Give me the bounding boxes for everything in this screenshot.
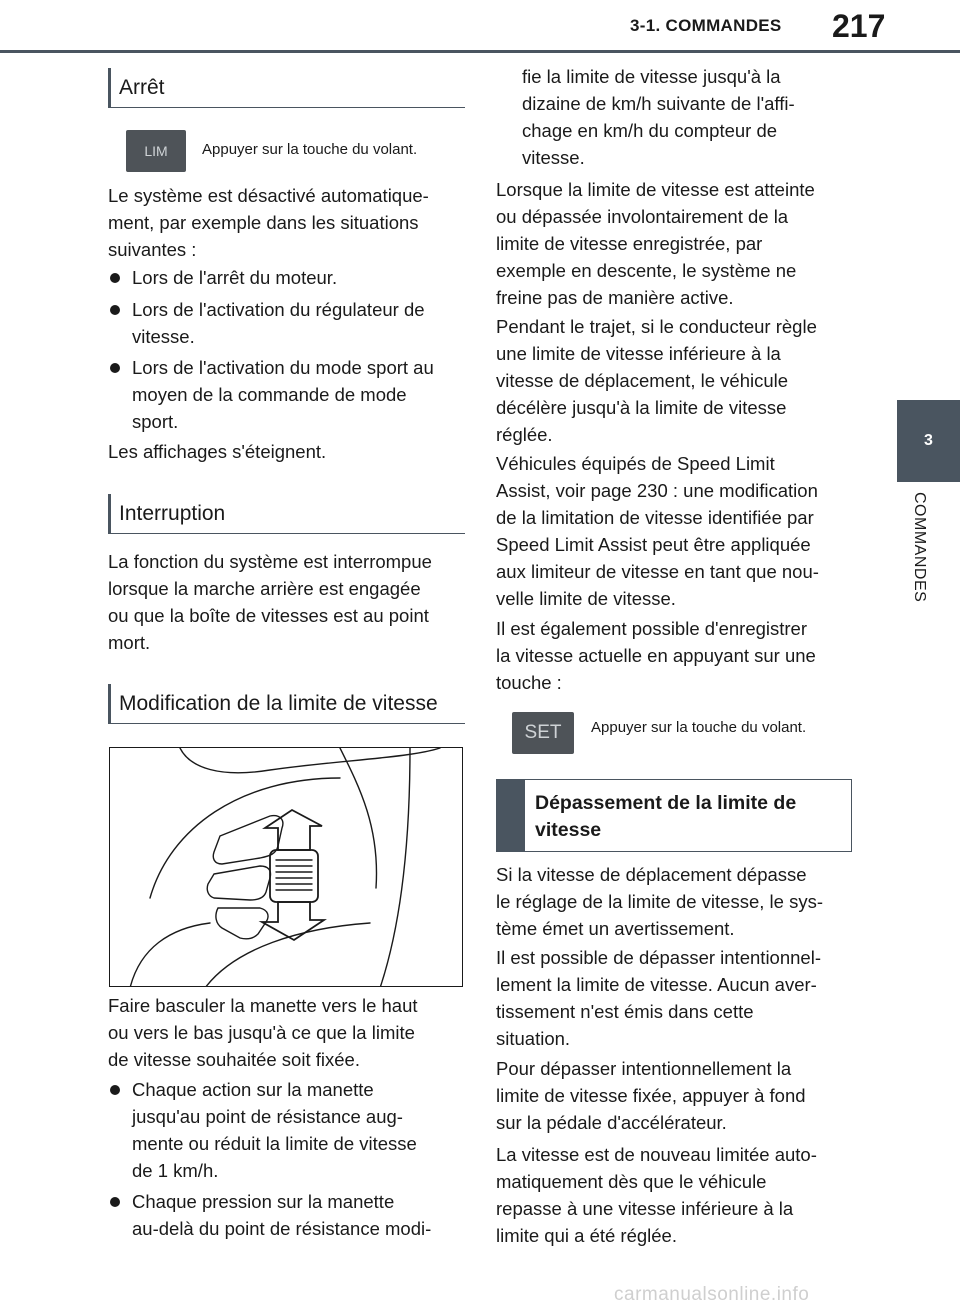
line: vitesse [535,819,602,841]
bullet-dot [110,305,120,315]
line: aux limiteur de vitesse en tant que nou- [496,561,819,582]
modification-text [108,992,418,1073]
line: lement la limite de vitesse. Aucun aver- [496,974,817,995]
lim-key-icon [126,130,186,172]
heading-box-title [535,790,796,844]
set-key-icon [512,712,574,754]
line: Lors de l'arrêt du moteur. [132,267,338,288]
line: Chaque pression sur la manette [132,1191,395,1212]
arret-bullet-1 [108,264,337,291]
line: lorsque la marche arrière est engagée [108,578,421,599]
page-number: 217 [832,8,886,44]
heading-arret-text: Arrêt [119,75,165,99]
arret-bullet-3 [108,354,434,435]
heading-interruption-text: Interruption [119,501,226,525]
line: vitesse. [522,147,585,168]
line: matiquement dès que le véhicule [496,1171,767,1192]
lim-key-label: LIM [144,143,168,159]
line: sport. [132,411,179,432]
line: dizaine de km/h suivante de l'affi- [522,93,795,114]
line: ou dépassée involontairement de la [496,206,789,227]
line: mort. [108,632,151,653]
paragraph-2 [496,313,817,448]
line: suivantes : [108,239,197,260]
line: Lorsque la limite de vitesse est atteinte [496,179,815,200]
arret-bullet-2 [108,296,425,350]
heading-modification [108,684,465,724]
line: moyen de la commande de mode [132,384,407,405]
line: mente ou réduit la limite de vitesse [132,1133,417,1154]
line: limite qui a été réglée. [496,1225,677,1246]
bullet-continuation [522,63,795,171]
line: jusqu'au point de résistance aug- [132,1106,403,1127]
header-rule [0,50,960,53]
speed-limit-exceed-heading-box [496,779,852,852]
interruption-text [108,548,432,656]
line: limite de vitesse enregistrée, par [496,233,763,254]
line: La fonction du système est interrompue [108,551,432,572]
paragraph-5 [496,861,823,942]
side-tab-label: COMMANDES [911,492,928,603]
paragraph-1 [496,176,815,311]
heading-box-stripe [497,780,525,851]
line: de vitesse souhaitée soit fixée. [108,1049,360,1070]
line: Lors de l'activation du régulateur de [132,299,425,320]
line: limite de vitesse fixée, appuyer à fond [496,1085,806,1106]
line: touche : [496,672,562,693]
line: Il est également possible d'enregistrer [496,618,808,639]
steering-wheel-control-figure [109,747,463,987]
modification-bullet-1 [108,1076,417,1184]
heading-modification-text: Modification de la limite de vitesse [119,691,438,715]
line: Chaque action sur la manette [132,1079,374,1100]
line: Pour dépasser intentionnellement la [496,1058,792,1079]
steering-wheel-illustration [110,748,463,987]
line: vitesse. [132,326,195,347]
line: repasse à une vitesse inférieure à la [496,1198,794,1219]
paragraph-7 [496,1055,806,1136]
line: Le système est désactivé automatique- [108,185,429,206]
line: ou que la boîte de vitesses est au point [108,605,429,626]
line: velle limite de vitesse. [496,588,676,609]
line: Il est possible de dépasser intentionnel- [496,947,821,968]
side-tab-number: 3 [897,400,960,482]
line: réglée. [496,424,553,445]
line: Pendant le trajet, si le conducteur règle [496,316,817,337]
lim-key-note: Appuyer sur la touche du volant. [202,141,418,158]
line: chage en km/h du compteur de [522,120,778,141]
line: la vitesse actuelle en appuyant sur une [496,645,816,666]
line: une limite de vitesse inférieure à la [496,343,781,364]
line: La vitesse est de nouveau limitée auto- [496,1144,817,1165]
paragraph-6 [496,944,821,1052]
line: situation. [496,1028,571,1049]
line: Speed Limit Assist peut être appliquée [496,534,811,555]
line: ment, par exemple dans les situations [108,212,419,233]
line: sur la pédale d'accélérateur. [496,1112,727,1133]
line: ou vers le bas jusqu'à ce que la limite [108,1022,415,1043]
paragraph-4 [496,615,816,696]
watermark: carmanualsonline.info [614,1284,810,1305]
arret-outro: Les affichages s'éteignent. [108,441,327,462]
line: Véhicules équipés de Speed Limit [496,453,775,474]
arret-intro [108,182,429,263]
line: au-delà du point de résistance modi- [132,1218,432,1239]
line: le réglage de la limite de vitesse, le sys- [496,891,823,912]
paragraph-8 [496,1141,817,1249]
bullet-dot [110,1197,120,1207]
line: de 1 km/h. [132,1160,219,1181]
bullet-dot [110,273,120,283]
line: fie la limite de vitesse jusqu'à la [522,66,781,87]
line: exemple en descente, le système ne [496,260,797,281]
header-section-title: 3-1. COMMANDES [630,16,782,35]
set-key-note: Appuyer sur la touche du volant. [591,719,807,736]
line: freine pas de manière active. [496,287,734,308]
line: Si la vitesse de déplacement dépasse [496,864,807,885]
heading-interruption [108,494,465,534]
line: décélère jusqu'à la limite de vitesse [496,397,787,418]
set-key-label: SET [524,722,562,743]
line: Faire basculer la manette vers le haut [108,995,418,1016]
heading-arret [108,68,465,108]
paragraph-3 [496,450,819,612]
line: tissement n'est émis dans cette [496,1001,754,1022]
line: Lors de l'activation du mode sport au [132,357,434,378]
bullet-dot [110,363,120,373]
line: vitesse de déplacement, le véhicule [496,370,789,391]
line: Dépassement de la limite de [535,792,797,814]
line: de la limitation de vitesse identifiée par [496,507,814,528]
bullet-dot [110,1085,120,1095]
line: Assist, voir page 230 : une modification [496,480,818,501]
line: tème émet un avertissement. [496,918,735,939]
modification-bullet-2 [108,1188,431,1242]
